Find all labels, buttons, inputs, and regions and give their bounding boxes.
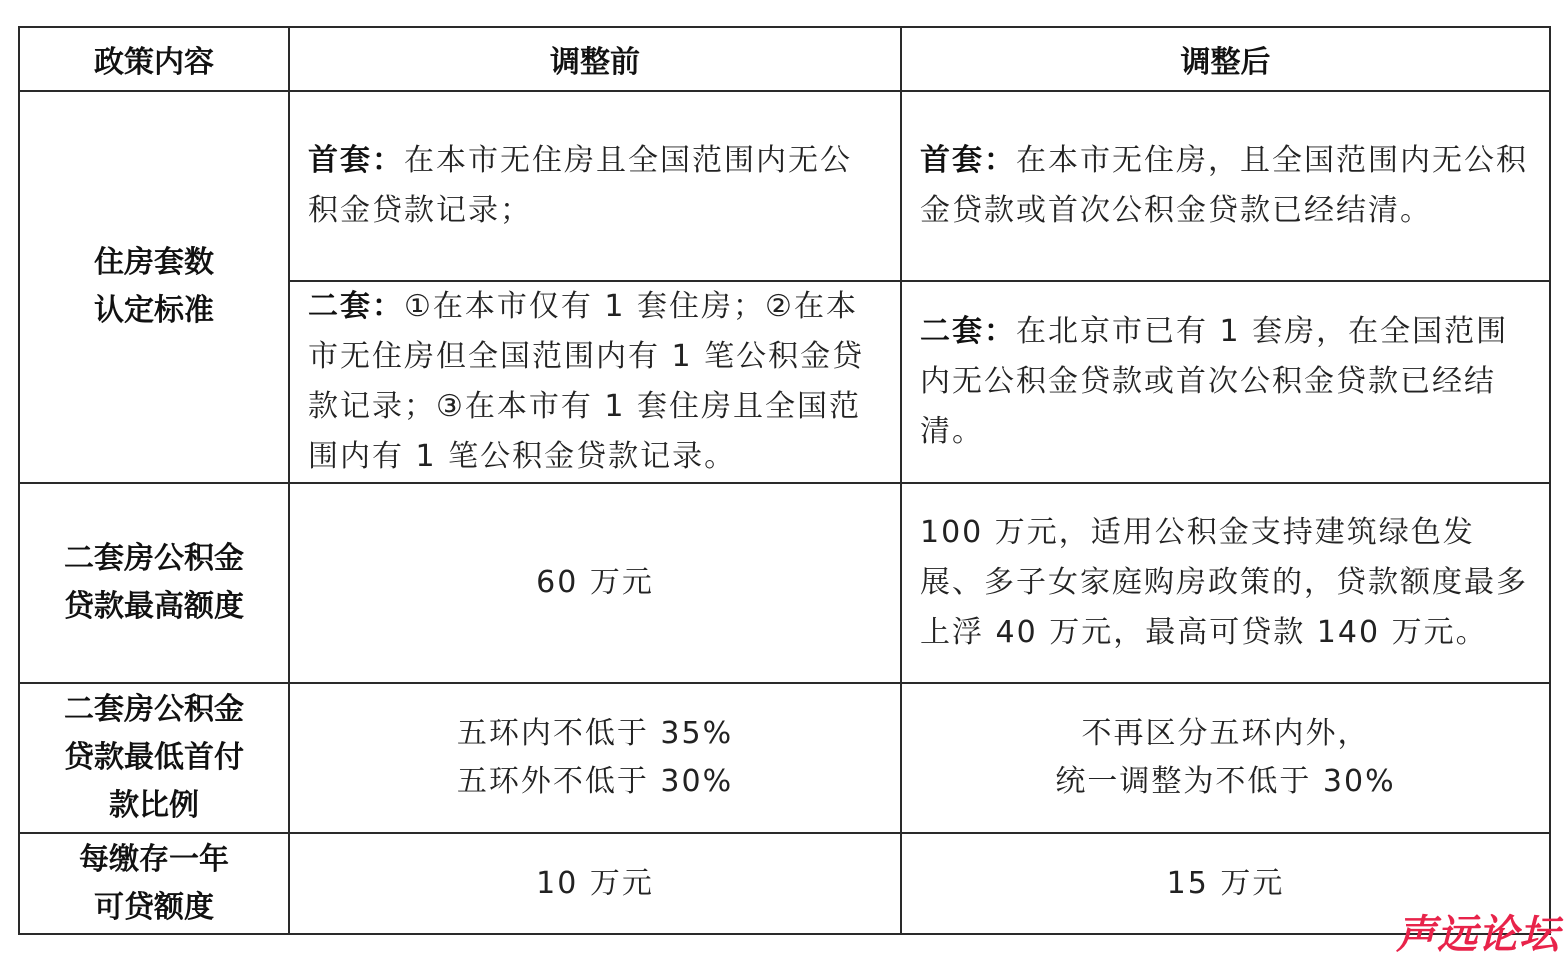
table-row [19,483,1550,683]
value-line: 不再区分五环内外， [1081,716,1370,751]
value-line: 五环外不低于 30% [456,764,734,799]
site-watermark-logo: 声远论坛 [1396,911,1560,958]
label-line: 认定标准 [94,293,214,328]
label-line: 贷款最高额度 [64,589,244,624]
first-home-after-cell [901,91,1550,281]
first-home-lead: 首套： [920,143,1016,178]
per-year-before: 10 万元 [289,833,901,934]
first-home-after-text: 在本市无住房，且全国范围内无公积金贷款或首次公积金贷款已经结清。 [920,143,1528,228]
value-line: 五环内不低于 35% [456,716,734,751]
label-line: 二套房公积金 [64,692,244,727]
per-year-after: 15 万元 [901,833,1550,934]
header-policy-content: 政策内容 [19,27,289,91]
second-home-after-text: 在北京市已有 1 套房，在全国范围内无公积金贷款或首次公积金贷款已经结清。 [920,314,1509,449]
max-loan-before: 60 万元 [289,483,901,683]
table-row [19,833,1550,934]
table-row [19,91,1550,281]
min-down-payment-label [19,683,289,833]
first-home-before-text: 在本市无住房且全国范围内无公积金贷款记录； [308,143,852,228]
second-home-lead: 二套： [920,314,1016,349]
second-home-before-text: ①在本市仅有 1 套住房；②在本市无住房但全国范围内有 1 笔公积金贷款记录；③在本市有 1 套住房且全国范围内有 1 笔公积金贷款记录。 [308,289,865,474]
label-line: 住房套数 [94,245,214,280]
second-home-after-cell [901,281,1550,483]
label-line: 二套房公积金 [64,541,244,576]
max-loan-label [19,483,289,683]
second-home-lead: 二套： [308,289,404,324]
housing-count-label [19,91,289,483]
label-line: 贷款最低首付 [64,740,244,775]
header-before: 调整前 [289,27,901,91]
value-line: 统一调整为不低于 30% [1055,764,1396,799]
per-year-label [19,833,289,934]
table-row [19,683,1550,833]
min-down-payment-before [289,683,901,833]
label-line: 款比例 [109,788,199,823]
header-after: 调整后 [901,27,1550,91]
header-row [19,27,1550,91]
first-home-before-cell [289,91,901,281]
second-home-before-cell [289,281,901,483]
min-down-payment-after [901,683,1550,833]
label-line: 可贷额度 [94,889,214,925]
label-line: 每缴存一年 [79,841,229,877]
policy-comparison-table [18,26,1551,935]
max-loan-after: 100 万元，适用公积金支持建筑绿色发展、多子女家庭购房政策的，贷款额度最多上浮 40 万元，最高可贷款 140 万元。 [901,483,1550,683]
first-home-lead: 首套： [308,143,404,178]
